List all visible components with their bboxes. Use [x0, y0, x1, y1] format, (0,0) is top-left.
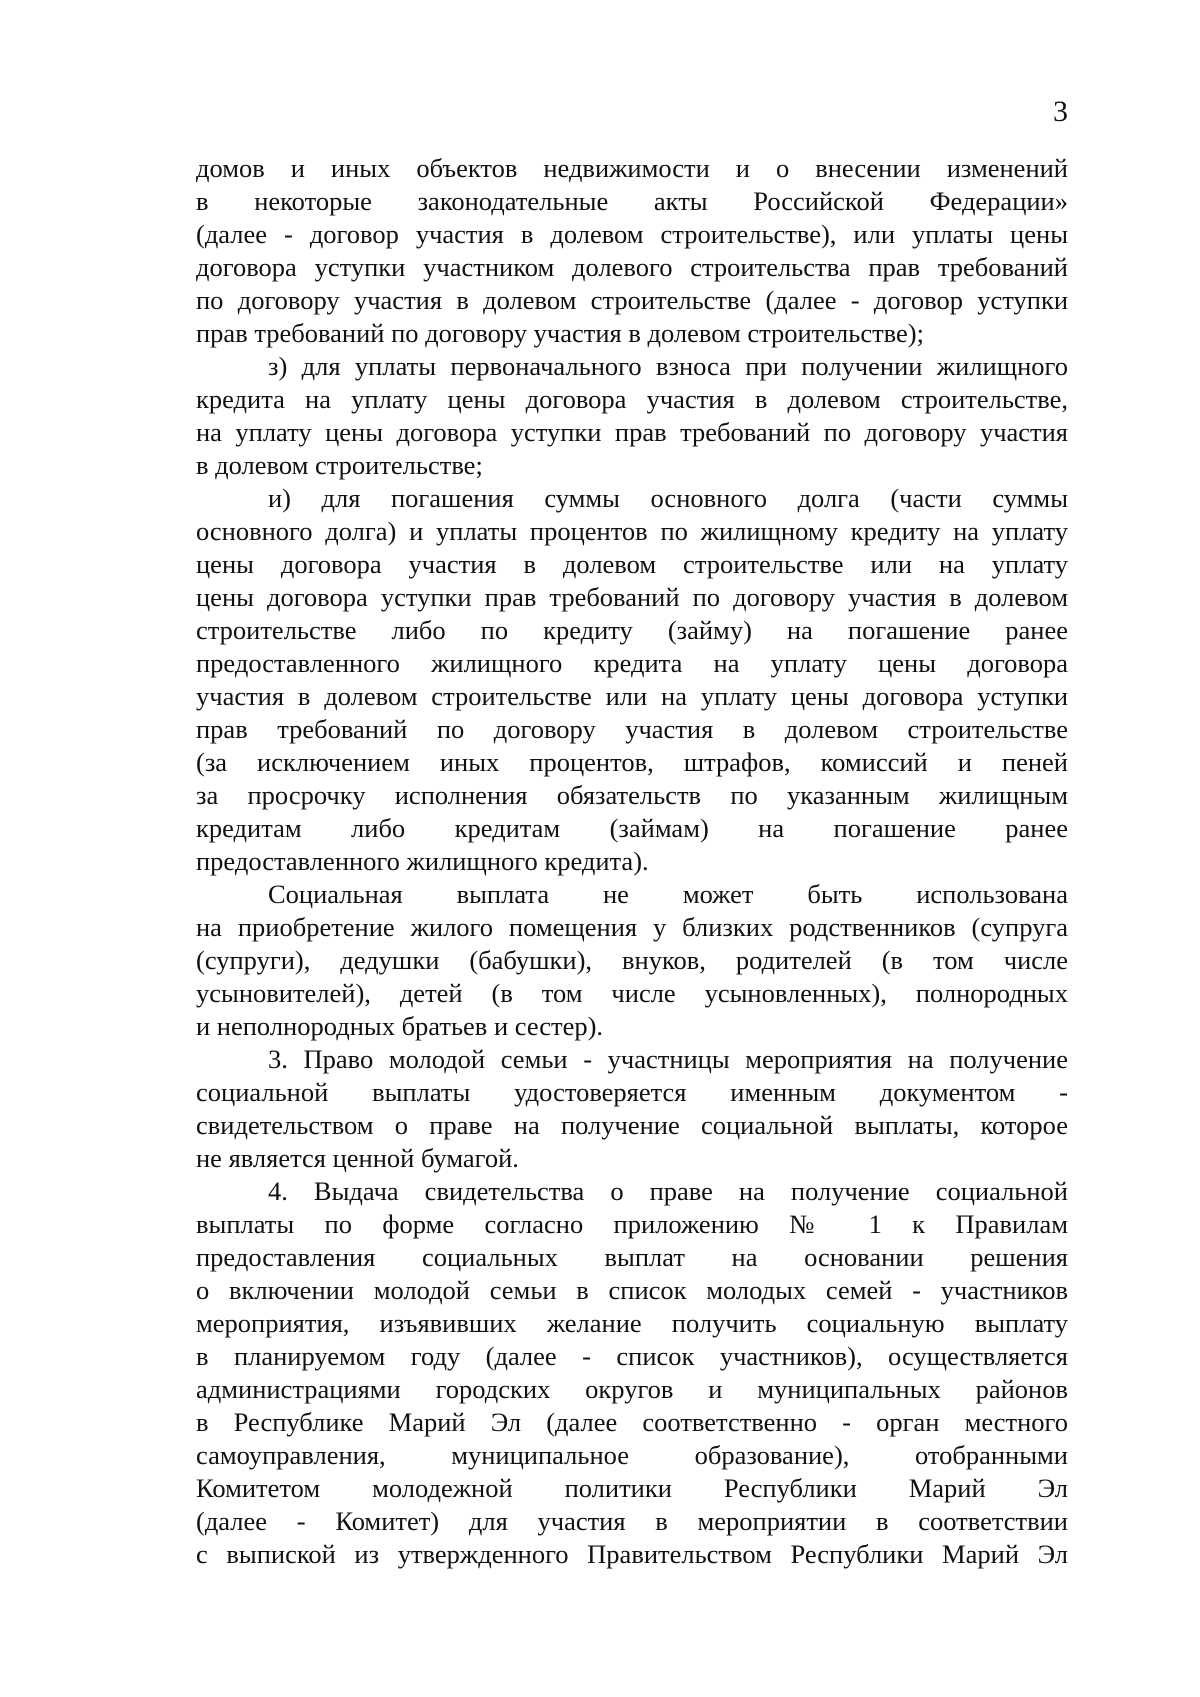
text-line: за просрочку исполнения обязательств по указанным жилищным	[196, 780, 1068, 810]
text-line: не является ценной бумагой.	[196, 1143, 519, 1173]
text-line: по договору участия в долевом строительстве (далее - договор уступки	[196, 285, 1068, 315]
text-line: и неполнородных братьев и сестер).	[196, 1011, 604, 1041]
text-line: на приобретение жилого помещения у близких родственников (супруга	[196, 912, 1068, 942]
text-line: предоставленного жилищного кредита).	[196, 846, 649, 876]
text-line: 3. Право молодой семьи - участницы мероприятия на получение	[268, 1044, 1068, 1074]
text-line: основного долга) и уплаты процентов по жилищному кредиту на уплату	[196, 516, 1068, 546]
text-line: цены договора уступки прав требований по договору участия в долевом	[196, 582, 1068, 612]
text-line: участия в долевом строительстве или на уплату цены договора уступки	[196, 681, 1068, 711]
text-line: о включении молодой семьи в список молодых семей - участников	[196, 1275, 1068, 1305]
text-line: строительстве либо по кредиту (займу) на погашение ранее	[196, 615, 1068, 645]
text-line: в планируемом году (далее - список участников), осуществляется	[196, 1341, 1068, 1371]
page-number: 3	[1053, 95, 1068, 128]
text-line: кредита на уплату цены договора участия в долевом строительстве,	[196, 384, 1068, 414]
text-line: администрациями городских округов и муниципальных районов	[196, 1374, 1068, 1404]
text-line: с выпиской из утвержденного Правительством Республики Марий Эл	[196, 1539, 1068, 1569]
text-line: мероприятия, изъявивших желание получить социальную выплату	[196, 1308, 1068, 1338]
text-line: на уплату цены договора уступки прав требований по договору участия	[196, 417, 1068, 447]
text-line: кредитам либо кредитам (займам) на погашение ранее	[196, 813, 1068, 843]
text-line: (далее - Комитет) для участия в мероприятии в соответствии	[196, 1506, 1068, 1536]
text-line: цены договора участия в долевом строительстве или на уплату	[196, 549, 1068, 579]
text-line: в долевом строительстве;	[196, 450, 483, 480]
text-line: прав требований по договору участия в долевом строительстве);	[196, 318, 924, 348]
text-line: в некоторые законодательные акты Российской Федерации»	[196, 186, 1068, 216]
text-line: з) для уплаты первоначального взноса при получении жилищного	[268, 351, 1068, 381]
text-line: усыновителей), детей (в том числе усыновленных), полнородных	[196, 978, 1068, 1008]
text-line: в Республике Марий Эл (далее соответственно - орган местного	[196, 1407, 1068, 1437]
text-line: и) для погашения суммы основного долга (части суммы	[268, 483, 1068, 513]
text-line: выплаты по форме согласно приложению № 1 к Правилам	[196, 1209, 1068, 1239]
text-line: договора уступки участником долевого строительства прав требований	[196, 252, 1068, 282]
text-line: Комитетом молодежной политики Республики Марий Эл	[196, 1473, 1068, 1503]
text-line: (супруги), дедушки (бабушки), внуков, родителей (в том числе	[196, 945, 1068, 975]
text-line: предоставленного жилищного кредита на уплату цены договора	[196, 648, 1068, 678]
text-line: прав требований по договору участия в долевом строительстве	[196, 714, 1068, 744]
text-line: Социальная выплата не может быть использована	[268, 879, 1068, 909]
text-line: домов и иных объектов недвижимости и о внесении изменений	[196, 153, 1068, 183]
text-line: социальной выплаты удостоверяется именным документом -	[196, 1077, 1068, 1107]
text-line: 4. Выдача свидетельства о праве на получение социальной	[268, 1176, 1068, 1206]
text-line: свидетельством о праве на получение социальной выплаты, которое	[196, 1110, 1068, 1140]
text-line: (далее - договор участия в долевом строительстве), или уплаты цены	[196, 219, 1068, 249]
text-line: (за исключением иных процентов, штрафов, комиссий и пеней	[196, 747, 1068, 777]
document-body	[196, 152, 1068, 1571]
text-line: предоставления социальных выплат на основании решения	[196, 1242, 1068, 1272]
text-line: самоуправления, муниципальное образование), отобранными	[196, 1440, 1068, 1470]
